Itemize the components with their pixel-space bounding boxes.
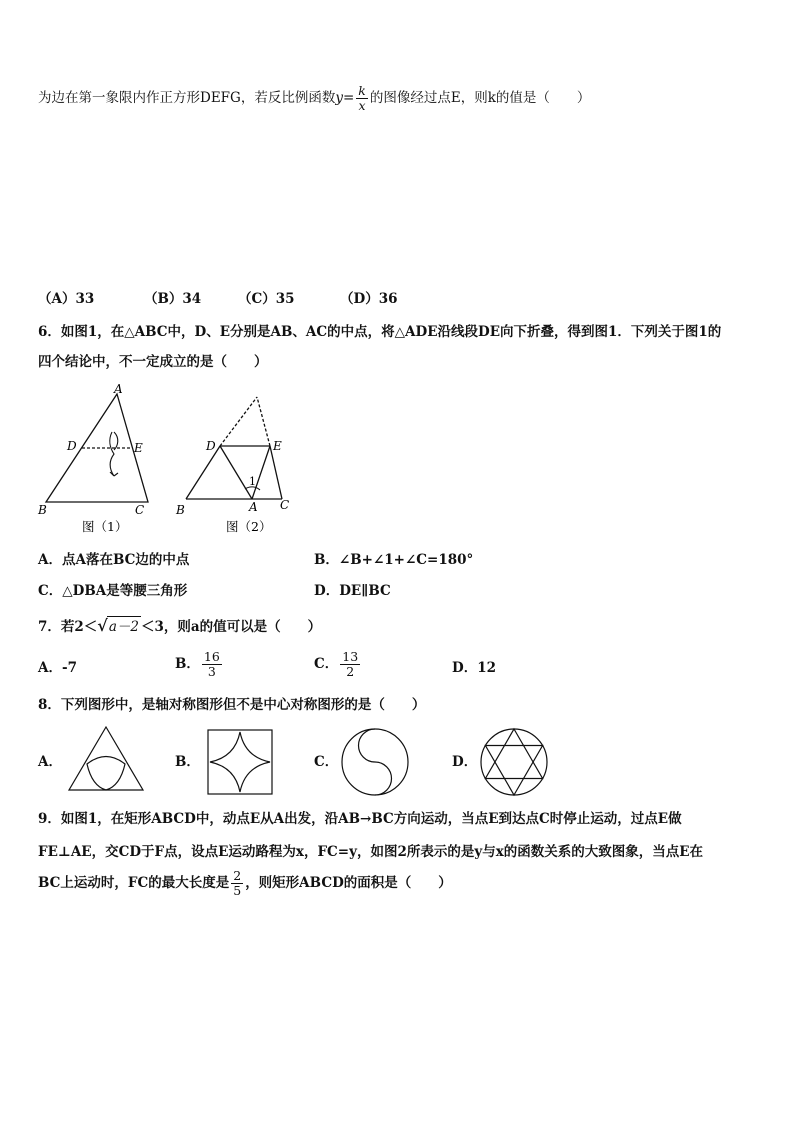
q9-line3: [38, 869, 452, 898]
q6-option-d[interactable]: D．DE∥BC: [314, 583, 391, 599]
fig2-label-d: D: [206, 439, 216, 453]
fig2-dash-ea-orig: [257, 397, 270, 446]
q7-option-b-fraction: [202, 650, 222, 679]
q7-option-b-num: 16: [203, 649, 220, 664]
q7-option-c-label: C．: [314, 656, 339, 672]
star-curve-icon: [210, 732, 270, 792]
q7-pre: 7．若2＜: [38, 619, 98, 635]
q9-frac-num: 2: [233, 868, 242, 883]
q5-option-c[interactable]: （C）35: [238, 291, 295, 307]
q8-option-b-label[interactable]: B．: [175, 754, 200, 770]
q6-option-a[interactable]: A．点A落在BC边的中点: [38, 552, 190, 568]
q8-option-d-figure[interactable]: [478, 726, 550, 798]
q8-option-b-figure[interactable]: [205, 727, 275, 797]
q9-fraction: [231, 869, 243, 898]
q5-option-a[interactable]: （A）33: [38, 291, 95, 307]
fig2-label-angle-1: 1: [249, 475, 256, 488]
fig1-label-a: A: [114, 382, 123, 396]
q7-stem: [38, 616, 321, 637]
q9-line3-post: ，则矩形ABCD的面积是（ ）: [245, 875, 452, 891]
circle-icon: [481, 729, 547, 795]
q7-option-c[interactable]: [314, 650, 362, 679]
q5-stem-post: 的图像经过点E，则k的值是（ ）: [369, 90, 591, 106]
fig2-label-c: C: [280, 498, 290, 512]
q8-stem: 8．下列图形中，是轴对称图形但不是中心对称图形的是（ ）: [38, 697, 426, 713]
q7-option-a[interactable]: A．-7: [38, 660, 77, 676]
q5-fraction: [356, 84, 368, 113]
q5-stem: [38, 84, 590, 113]
q8-option-a-label[interactable]: A．: [38, 754, 62, 770]
q5-stem-pre: 为边在第一象限内作正方形DEFG，若反比例函数: [38, 90, 336, 106]
q7-option-c-num: 13: [342, 649, 359, 664]
q5-frac-num: k: [358, 83, 366, 98]
q7-option-d[interactable]: D．12: [452, 660, 496, 676]
q7-option-b[interactable]: [175, 650, 224, 679]
q7-option-c-den: 2: [346, 664, 355, 679]
q5-eq: =: [342, 90, 355, 106]
fig2-side-ab: [186, 446, 220, 499]
q9-line2: FE⊥AE，交CD于F点，设点E运动路程为x，FC=y，如图2所表示的是y与x的函数关系的大致图象，当点E在: [38, 844, 704, 860]
fig2-caption: 图（2）: [226, 519, 272, 534]
fig2-fold-da: [220, 446, 252, 499]
q7-option-b-label: B．: [175, 656, 200, 672]
q6-line2: 四个结论中，不一定成立的是（ ）: [38, 354, 268, 370]
fig1-label-d: D: [67, 439, 77, 453]
q9-frac-den: 5: [233, 883, 242, 898]
q7-radicand: a－2: [107, 616, 141, 637]
fig2-label-a: A: [249, 500, 258, 514]
fig1-label-b: B: [38, 503, 47, 517]
q8-option-c-label[interactable]: C．: [314, 754, 339, 770]
q8-option-a-figure[interactable]: [66, 724, 146, 794]
q6-line1: 6．如图1，在△ABC中，D、E分别是AB、AC的中点，将△ADE沿线段DE向下折叠，得到图1．下列关于图1的: [38, 324, 722, 340]
q8-option-c-figure[interactable]: [339, 726, 411, 798]
fig1-caption: 图（1）: [82, 519, 128, 534]
fig2-dash-da-orig: [220, 397, 257, 446]
fig2-label-b: B: [176, 503, 185, 517]
q6-figure-1: [46, 394, 148, 502]
q7-post: ＜3，则a的值可以是（ ）: [140, 619, 322, 635]
q9-line1: 9．如图1，在矩形ABCD中，动点E从A出发，沿AB→BC方向运动，当点E到达点C时停止运动，过点E做: [38, 811, 682, 827]
q7-option-c-fraction: [340, 650, 360, 679]
q6-figure-2: [186, 397, 282, 499]
triangle-icon: [69, 727, 143, 790]
fig1-fold-arrow-icon: [110, 432, 118, 476]
q6-option-c[interactable]: C．△DBA是等腰三角形: [38, 583, 188, 599]
q5-frac-den: x: [358, 98, 366, 113]
q5-option-d[interactable]: （D）36: [340, 291, 398, 307]
q5-y-var: y: [335, 90, 343, 106]
yin-yang-curve-icon: [359, 729, 392, 795]
fig2-side-ec: [270, 446, 282, 499]
q5-option-b[interactable]: （B）34: [144, 291, 202, 307]
sqrt-icon: √: [97, 616, 108, 635]
square-icon: [208, 730, 272, 794]
fig2-label-e: E: [273, 439, 282, 453]
q6-option-b[interactable]: B．∠B+∠1+∠C=180°: [314, 552, 474, 568]
reuleaux-curve-icon: [87, 757, 125, 791]
q7-option-b-den: 3: [207, 664, 216, 679]
q8-option-d-label[interactable]: D．: [452, 754, 478, 770]
q6-figures: [30, 380, 300, 540]
q9-line3-pre: BC上运动时，FC的最大长度是: [38, 875, 230, 891]
fig2-fold-ea: [252, 446, 270, 499]
fig1-label-c: C: [135, 503, 145, 517]
fig1-label-e: E: [134, 441, 143, 455]
